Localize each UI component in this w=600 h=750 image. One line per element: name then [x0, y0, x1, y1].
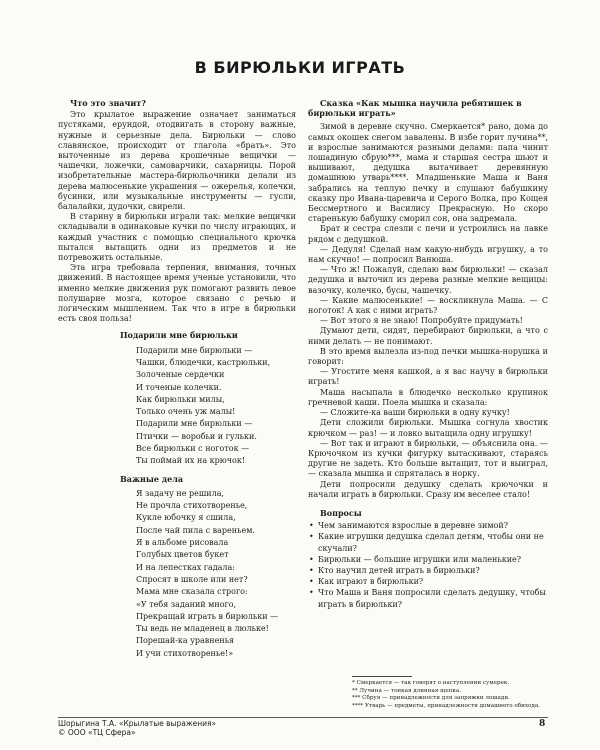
paragraph: — Вот так и играют в бирюльки, — объяснила она. — Крючочком из кучки фигурку вытаскивают, стараясь другие не задеть. Кто больше вытащит, тот и выиграл, — сказала мышка и спряталась в норку. [308, 438, 548, 479]
question-item: • Какие игрушки дедушка сделал детям, чтобы они не скучали? [308, 531, 548, 553]
poem-line: Птички — воробьи и гульки. [136, 431, 257, 441]
paragraph: Дети сложили бирюльки. Мышка согнула хвостик крючком — раз! — и ловко вытащила одну игрушку! [308, 418, 548, 438]
section-heading-meaning: Что это значит? [70, 98, 146, 108]
paragraph: Брат и сестра слезли с печи и устроились на лавке рядом с дедушкой. [308, 224, 548, 244]
poem-line: Только очень уж малы! [136, 407, 236, 417]
paragraph: Эта игра требовала терпения, внимания, точных движений. В настоящее время ученые установили, что именно мелкие движения рук помогают развить левое полушарие мозга, которое связано с речью и логическим мышлением. Так что в игре в бирюльки есть своя польза! [58, 263, 296, 324]
poem-line: Подарили мне бирюльки — [136, 345, 253, 355]
paragraph: — Угостите меня кашкой, а я вас научу в бирюльки играть! [308, 367, 548, 387]
footnote: * Смеркается — так говорят о наступлении сумерек. [352, 680, 510, 686]
poem-line: Не прочла стихотворенье, [136, 501, 248, 511]
footnote: *** Сбруя — принадлежности для запряжки лошади. [352, 695, 510, 702]
poem-title-podarili: Подарили мне бирюльки [120, 330, 238, 341]
poem-line: Ты ведь не младенец в люльке! [136, 624, 269, 634]
poem-line: После чай пила с вареньем. [136, 525, 255, 535]
paragraph: — Сложите-ка ваши бирюльки в одну кучку! [320, 408, 510, 418]
question-item: • Чем занимаются взрослые в деревне зимой? [308, 520, 548, 531]
poem-line: И учи стихотворенье!» [136, 648, 234, 658]
paragraph: В это время вылезла из-под печки мышка-норушка и говорит: [308, 346, 548, 367]
poem-line: Мама мне сказала строго: [136, 587, 248, 597]
poem-line: Порешай-ка уравненья [136, 636, 235, 646]
footnotes [352, 680, 552, 710]
question-item: • Бирюльки — большие игрушки или маленькие? [308, 554, 548, 565]
paragraph: Маша насыпала в блюдечко несколько крупинок гречневой каши. Поела мышка и сказала: [308, 387, 548, 407]
poem-line: Спросят в школе или нет? [136, 574, 248, 584]
poem-line: Как бирюльки милы, [136, 394, 225, 404]
paragraph: Это крылатое выражение означает заниматься пустяками, ерундой, отодвигать в сторону важные, нужные и серьезные дела. Бирюльки — слово славянское, происходит от глагола «брать». Это выточенные из дерева крошечные вещички — чашечки, ложечки, самоварчики, сахарницы. Порой изобретательные мастера-бирюльочники делали из дерева малюсенькие украшения — ожерелья, колечки, бусинки, или музыкальные инструменты — гусли, балалайки, дудочки, свирели. [58, 110, 296, 212]
question-item: • Что Маша и Ваня попросили сделать дедушку, чтобы играть в бирюльки? [308, 587, 548, 609]
poem-line: Кукле юбочку я сшила, [136, 513, 236, 523]
page-number: 8 [539, 719, 546, 729]
poem-line: Я в альбоме рисовала [136, 538, 229, 548]
footer-author: Шорыгина Т.А. «Крылатые выражения» [58, 719, 217, 728]
poem-line: Прекращай играть в бирюльки — [136, 611, 279, 621]
paragraph: — Что ж! Пожалуй, сделаю вам бирюльки! — сказал дедушка и выточил из дерева разные мелкие вещицы: вазочку, колечко, бусы, чашечку. [308, 265, 548, 295]
poem-line: «У тебя заданий много, [136, 599, 237, 609]
poem-line: Ты поймай их на крючок! [136, 456, 246, 466]
poem-vazhnye-dela [58, 488, 296, 660]
footnote-divider [352, 676, 412, 677]
poem-line: Я задачу не решила, [136, 488, 224, 498]
question-item: • Кто научил детей играть в бирюльки? [308, 565, 548, 576]
footer-publisher: © ООО «ТЦ Сфера» [58, 728, 136, 737]
paragraph: — Какие малюсенькие! — воскликнула Маша. — С ноготок! А как с ними играть? [308, 295, 548, 316]
poem-line: И на лепестках гадала: [136, 562, 235, 572]
paragraph: В старину в бирюльки играли так: мелкие вещички складывали в одинаковые кучки по числу играющих, и каждый участник с помощью специального крючка пытался вытащить одни из предметов и не потревожить остальные. [58, 212, 296, 263]
poem-line: Золоченые сердечки [136, 370, 225, 380]
poem-line: И точеные колечки. [136, 382, 222, 392]
questions-heading: Вопросы [320, 507, 362, 518]
paragraph: Зимой в деревне скучно. Смеркается* рано, дома до самых окошек снегом завалены. В избе горит лучина**, и взрослые занимаются разными делами: папа чинит лошадиную сбрую***, мама и старшая сестра шьют и вышивают, дедушка вытачивает деревянную домашнюю утварь****. Младшенькие Маша и Ваня забрались на теплую печку и слушают бабушкину сказку про Ивана-царевича и Серого Волка, про Кощея Бессмертного и Василису Прекрасную. Но скоро старенькую бабушку сморил сон, она задремала. [308, 122, 548, 224]
footnote: **** Утварь — предметы, принадлежности домашнего обихода. [352, 702, 540, 709]
paragraph: — Вот этого я не знаю! Попробуйте придумать! [320, 316, 523, 326]
paragraph: Дети попросили дедушку сделать крючочки и начали играть в бирюльки. Сразу им веселее стало! [308, 479, 548, 499]
poem-line: Голубых цветов букет [136, 550, 229, 560]
story-title: Сказка «Как мышка научила ребятишек в бирюльки играть» [308, 98, 522, 119]
page-footer [58, 719, 216, 737]
footnote: ** Лучина — тонкая длинная щепка. [352, 687, 461, 694]
poem-podarili [58, 345, 296, 468]
paragraph: Думают дети, сидят, перебирают бирюльки, а что с ними делать — не понимают. [308, 326, 548, 346]
page-title: В БИРЮЛЬКИ ИГРАТЬ [194, 58, 406, 77]
poem-title-vazhnye-dela: Важные дела [120, 473, 184, 484]
footer-divider [58, 717, 548, 718]
right-column [308, 98, 548, 610]
poem-line: Все бирюльки с ноготок — [136, 444, 250, 454]
paragraph: — Дедуля! Сделай нам какую-нибудь игрушку, а то нам скучно! — попросил Ванюша. [308, 244, 548, 265]
question-item: • Как играют в бирюльки? [308, 576, 548, 587]
poem-line: Подарили мне бирюльки — [136, 419, 253, 429]
poem-line: Чашки, блюдечки, кастрюльки, [136, 357, 271, 367]
left-column [58, 98, 296, 660]
